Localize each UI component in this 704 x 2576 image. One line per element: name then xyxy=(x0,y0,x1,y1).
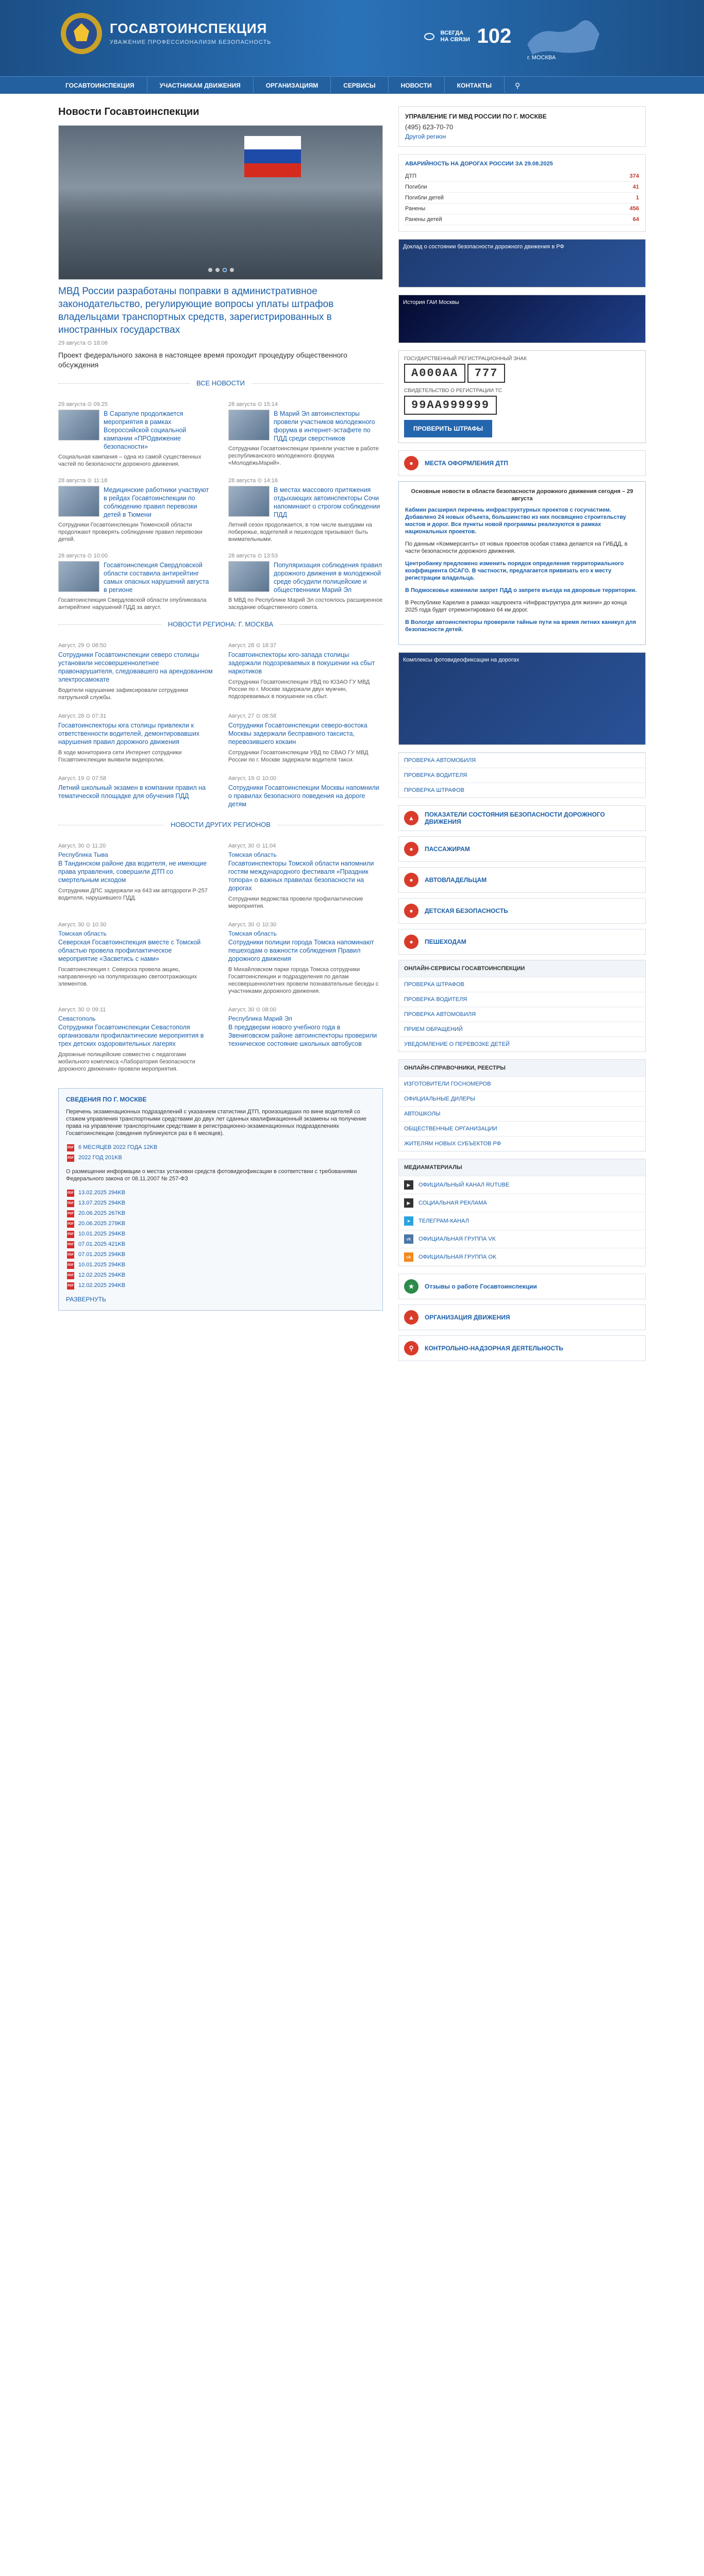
news-title-link[interactable]: Госавтоинспекторы юга столицы привлекли к ответственности водителей, демонтировавших нарушения правил дорожного движения xyxy=(58,722,200,745)
stats-box xyxy=(58,1088,383,1311)
hero-lead: Проект федерального закона в настоящее время проходит процедуру общественного обсуждения xyxy=(58,351,347,369)
reference-link[interactable]: ОФИЦИАЛЬНЫЕ ДИЛЕРЫ xyxy=(399,1091,645,1106)
accident-row: Ранены 456 xyxy=(405,204,639,214)
news-date: 28 августа ⊙ 14:16 xyxy=(228,478,278,484)
other-news-item xyxy=(58,921,213,995)
news-date: Август, 30 ⊙ 10:30 xyxy=(228,922,277,928)
news-date: 28 августа ⊙ 11:18 xyxy=(58,478,108,484)
sidebar xyxy=(398,106,646,1366)
stats-file-link[interactable]: PDF 10.01.2025 294KB xyxy=(68,1262,126,1268)
feedback-link[interactable]: ★ Отзывы о работе Госавтоинспекции xyxy=(398,1274,646,1299)
magnifier-icon: ⚲ xyxy=(404,1341,418,1355)
online-services-list xyxy=(398,960,646,1052)
accident-row: Погибли детей 1 xyxy=(405,193,639,204)
stats-file-link[interactable]: PDF 20.06.2025 279KB xyxy=(68,1221,126,1227)
expand-link[interactable]: РАЗВЕРНУТЬ xyxy=(66,1296,106,1303)
news-thumbnail[interactable] xyxy=(228,561,270,592)
other-news-item xyxy=(228,1006,383,1073)
accident-row: Погибли 41 xyxy=(405,182,639,193)
map-pin-icon: ● xyxy=(404,456,418,470)
media-title: МЕДИАМАТЕРИАЛЫ xyxy=(399,1159,645,1176)
rutube-icon: ▶ xyxy=(404,1180,413,1190)
news-date: Август, 28 ⊙ 18:37 xyxy=(228,642,277,649)
stats-file-link[interactable]: PDF 20.06.2025 267KB xyxy=(68,1210,126,1216)
photo-complex-banner[interactable]: Комплексы фотовидеофиксации на дорогах xyxy=(398,652,646,745)
slider-dots xyxy=(208,268,234,272)
hero-slider[interactable] xyxy=(58,125,383,280)
news-card xyxy=(228,401,383,468)
news-date: 28 августа ⊙ 13:53 xyxy=(228,553,278,559)
check-fines-button[interactable]: ПРОВЕРИТЬ ШТРАФЫ xyxy=(404,420,492,437)
fines-check-box xyxy=(398,350,646,443)
service-link[interactable]: ПРИЕМ ОБРАЩЕНИЙ xyxy=(399,1022,645,1037)
news-card xyxy=(58,401,213,468)
checks-list xyxy=(398,752,646,798)
slider-dot[interactable] xyxy=(208,268,212,272)
media-link-vk[interactable]: vk ОФИЦИАЛЬНАЯ ГРУППА VK xyxy=(399,1230,645,1248)
stats-text: Перечень экзаменационных подразделений с указанием статистики ДТП, произошедших по вине водителей со стажем управления транспортными средствами до двух лет сданных квалификационный экзамены на получение права на управление транспортными средствами в регистрационно-экзаменационных подразделениях Госавтоинспекции (сведения публикуются раз в 6 месяцев). xyxy=(66,1109,366,1137)
news-title-link[interactable]: Госавтоинспекторы юго-запада столицы задержали подозреваемых в покушении на сбыт наркотиков xyxy=(228,651,375,675)
video-icon: ▶ xyxy=(404,1198,413,1208)
daily-news-para: Кабмин расширил перечень инфраструктурных проектов с госучастием. Добавлено 24 новых объекта, большинство из них посвящено строительству мостов и дорог. Все пункты новой программы реализуются в рамках национальных проектов. xyxy=(405,507,626,535)
news-lead: Госавтоинспекция г. Северска провела акцию, направленную на популяризацию светоотражающих элементов. xyxy=(58,967,197,987)
pdf-icon: PDF xyxy=(67,1144,74,1151)
daily-news-title: Основные новости в области безопасности дорожного движения сегодня – 29 августа xyxy=(411,488,633,502)
references-title: ОНЛАЙН-СПРАВОЧНИКИ, РЕЕСТРЫ xyxy=(399,1060,645,1076)
news-title-link[interactable]: Северская Госавтоинспекция вместе с Томской областью провела профилактическое мероприятие «Засветись с нами» xyxy=(58,939,201,962)
service-link[interactable]: ПРОВЕРКА ВОДИТЕЛЯ xyxy=(399,992,645,1007)
news-lead: Госавтоинспекция Свердловской области опубликовала антирейтинг нарушений ПДД за август. xyxy=(58,597,207,611)
news-date: Август, 30 ⊙ 10:30 xyxy=(58,922,107,928)
child-safety-link[interactable]: ● ДЕТСКАЯ БЕЗОПАСНОСТЬ xyxy=(398,898,646,924)
accident-row: ДТП 374 xyxy=(405,171,639,182)
hotline-label-2: НА СВЯЗИ xyxy=(440,36,470,43)
news-region-link[interactable]: Томская область xyxy=(228,930,277,937)
news-card xyxy=(228,477,383,543)
stats-file-link[interactable]: PDF 2022 ГОД 201KB xyxy=(68,1155,122,1161)
plate-region-input[interactable]: 777 xyxy=(467,364,506,383)
dept-box xyxy=(398,106,646,147)
eye-icon xyxy=(424,33,434,40)
news-date: Август, 28 ⊙ 07:31 xyxy=(58,713,107,719)
telegram-icon: ➤ xyxy=(404,1216,413,1226)
region-news-item xyxy=(58,775,213,811)
news-title-link[interactable]: Летний школьный экзамен в компании правил на тематической площадке для обучения ПДД xyxy=(58,784,206,800)
stats-title: СВЕДЕНИЯ ПО Г. МОСКВЕ xyxy=(66,1096,147,1103)
plate-label: ГОСУДАРСТВЕННЫЙ РЕГИСТРАЦИОННЫЙ ЗНАК xyxy=(404,356,527,362)
reference-link[interactable]: ЖИТЕЛЯМ НОВЫХ СУБЪЕКТОВ РФ xyxy=(399,1136,645,1151)
news-date: Август, 30 ⊙ 11:20 xyxy=(58,843,106,849)
safety-indicators-link[interactable]: ▲ ПОКАЗАТЕЛИ СОСТОЯНИЯ БЕЗОПАСНОСТИ ДОРОЖНОГО ДВИЖЕНИЯ xyxy=(398,805,646,831)
search-icon[interactable]: ⚲ xyxy=(514,81,521,90)
news-region-link[interactable]: Севастополь xyxy=(58,1015,96,1022)
news-date: 28 августа ⊙ 10:00 xyxy=(58,553,108,559)
news-thumbnail[interactable] xyxy=(58,486,99,517)
passengers-link[interactable]: ● ПАССАЖИРАМ xyxy=(398,836,646,862)
region-name[interactable]: г. МОСКВА xyxy=(527,55,556,61)
nav-item-services[interactable]: СЕРВИСЫ xyxy=(331,77,388,94)
stats-file-link[interactable]: PDF 07.01.2025 421KB xyxy=(68,1241,126,1247)
car-icon: ● xyxy=(404,873,418,887)
stats-file-link[interactable]: PDF 13.07.2025 294KB xyxy=(68,1200,126,1206)
news-lead: Сотрудники ДПС задержали на 643 км автодороги Р-257 водителя, нарушившего ПДД. xyxy=(58,888,208,901)
news-thumbnail[interactable] xyxy=(228,486,270,517)
media-link-ads[interactable]: ▶ СОЦИАЛЬНАЯ РЕКЛАМА xyxy=(399,1194,645,1212)
news-title-link[interactable]: Сотрудники Госавтоинспекции Севастополя организовали профилактические мероприятия в трех детских оздоровительных лагерях xyxy=(58,1024,204,1047)
region-news-item xyxy=(228,713,383,764)
slider-dot[interactable] xyxy=(230,268,234,272)
news-lead: Сотрудники Госавтоинспекции Тюменской области продолжают проверять соблюдение правил перевозки детей. xyxy=(58,522,203,543)
other-news-item xyxy=(228,842,383,910)
news-title-link[interactable]: Сотрудники Госавтоинспекции Москвы напомнили о правилах безопасного поведения на дороге детям xyxy=(228,784,379,808)
news-lead: В МВД по Республике Марий Эл состоялось расширенное заседание общественного совета. xyxy=(228,597,383,611)
news-date: Август, 30 ⊙ 09:11 xyxy=(58,1007,106,1013)
news-card xyxy=(228,552,383,611)
other-news-item xyxy=(58,842,213,910)
news-thumbnail[interactable] xyxy=(58,410,99,440)
flag-image xyxy=(244,136,301,177)
stats-file-link[interactable]: PDF 07.01.2025 294KB xyxy=(68,1251,126,1258)
stats-file-link[interactable]: PDF 12.02.2025 294KB xyxy=(68,1282,126,1289)
service-link[interactable]: УВЕДОМЛЕНИЕ О ПЕРЕВОЗКЕ ДЕТЕЙ xyxy=(399,1037,645,1052)
other-news-item xyxy=(58,1006,213,1073)
dept-phone: (495) 623-70-70 xyxy=(405,123,454,131)
news-date: 29 августа ⊙ 09:25 xyxy=(58,401,108,408)
online-services-title: ОНЛАЙН-СЕРВИСЫ ГОСАВТОИНСПЕКЦИИ xyxy=(399,960,645,977)
pdf-icon: PDF xyxy=(67,1272,74,1279)
daily-news-para: В Республике Карелия в рамках нацпроекта «Инфраструктура для жизни» до конца 2025 года будет отремонтировано 64 км дорог. xyxy=(405,600,627,613)
news-lead: Социальная кампания – одна из самой существенных частей по безопасности дорожного движения. xyxy=(58,454,202,467)
hotline[interactable] xyxy=(424,25,511,48)
accident-row: Ранены детей 64 xyxy=(405,214,639,225)
plate-input[interactable]: А000АА xyxy=(404,364,465,383)
pdf-icon: PDF xyxy=(67,1251,74,1259)
cert-label: СВИДЕТЕЛЬСТВО О РЕГИСТРАЦИИ ТС xyxy=(404,388,502,394)
pdf-icon: PDF xyxy=(67,1210,74,1217)
news-region-link[interactable]: Томская область xyxy=(228,851,277,858)
region-news-title[interactable]: НОВОСТИ РЕГИОНА: Г. МОСКВА xyxy=(162,620,279,628)
news-card xyxy=(58,477,213,543)
news-date: Август, 19 ⊙ 10:00 xyxy=(228,775,277,782)
page-title: Новости Госавтоинспекции xyxy=(58,106,199,117)
all-news-link[interactable]: ВСЕ НОВОСТИ xyxy=(190,379,251,387)
news-lead: В ходе мониторинга сети Интернет сотрудники Госавтоинспекции выявили видеоролик. xyxy=(58,750,182,763)
site-header xyxy=(0,0,704,76)
hero-date: 29 августа ⊙ 18:06 xyxy=(58,340,108,346)
reference-link[interactable]: ОБЩЕСТВЕННЫЕ ОРГАНИЗАЦИИ xyxy=(399,1121,645,1136)
news-title-link[interactable]: Госавтоинспекция Свердловской области составила антирейтинг самых опасных нарушений августа в регионе xyxy=(104,562,209,594)
check-driver-link[interactable]: ПРОВЕРКА ВОДИТЕЛЯ xyxy=(399,768,645,783)
main-column xyxy=(58,106,383,1311)
pdf-icon: PDF xyxy=(67,1200,74,1207)
hotline-label-1: ВСЕГДА xyxy=(440,29,464,36)
check-fines-link[interactable]: ПРОВЕРКА ШТРАФОВ xyxy=(399,783,645,798)
news-thumbnail[interactable] xyxy=(228,410,270,440)
news-lead: Дорожные полицейские совместно с педагогами мобильного комплекса «Лаборатория безопасности дорожного движения» провели мероприятия. xyxy=(58,1052,195,1072)
references-list xyxy=(398,1059,646,1151)
media-list xyxy=(398,1159,646,1266)
site-title[interactable]: ГОСАВТОИНСПЕКЦИЯ xyxy=(110,21,267,36)
ok-icon: ok xyxy=(404,1252,413,1262)
news-lead: В Михайловском парке города Томска сотрудники Госавтоинспекции и подразделения по делам несовершеннолетних провели познавательные беседы с участниками дорожного движения. xyxy=(228,967,379,994)
news-region-link[interactable]: Республика Тыва xyxy=(58,851,108,858)
region-news-item xyxy=(58,642,213,701)
media-link-ok[interactable]: ok ОФИЦИАЛЬНАЯ ГРУППА OK xyxy=(399,1248,645,1266)
cone-icon: ▲ xyxy=(404,1310,418,1325)
history-banner[interactable]: История ГАИ Москвы xyxy=(398,295,646,343)
nav-item-participants[interactable]: УЧАСТНИКАМ ДВИЖЕНИЯ xyxy=(147,77,254,94)
accidents-title: АВАРИЙНОСТЬ НА ДОРОГАХ РОССИИ ЗА 29.08.2025 xyxy=(405,161,553,167)
main-nav xyxy=(0,76,704,94)
stats-file-link[interactable]: PDF 6 МЕСЯЦЕВ 2022 ГОДА 12KB xyxy=(68,1144,158,1150)
news-lead: Летний сезон продолжается, в том числе выездами на побережье, водителей и пешеходов призывают быть внимательными. xyxy=(228,522,372,543)
reference-link[interactable]: ИЗГОТОВИТЕЛИ ГОСНОМЕРОВ xyxy=(399,1076,645,1091)
pdf-icon: PDF xyxy=(67,1221,74,1228)
pedestrians-link[interactable]: ● ПЕШЕХОДАМ xyxy=(398,929,646,955)
pdf-icon: PDF xyxy=(67,1262,74,1269)
news-date: Август, 29 ⊙ 08:50 xyxy=(58,642,107,649)
slider-dot[interactable] xyxy=(223,268,227,272)
news-region-link[interactable]: Республика Марий Эл xyxy=(228,1015,292,1022)
other-news-title[interactable]: НОВОСТИ ДРУГИХ РЕГИОНОВ xyxy=(164,821,277,828)
stats-file-link[interactable]: PDF 10.01.2025 294KB xyxy=(68,1231,126,1237)
reference-link[interactable]: АВТОШКОЛЫ xyxy=(399,1106,645,1121)
pedestrian-icon: ● xyxy=(404,935,418,949)
pdf-icon: PDF xyxy=(67,1282,74,1290)
cert-input[interactable]: 99АА999999 xyxy=(404,396,497,415)
emblem-icon: ★ xyxy=(404,1279,418,1294)
news-date: Август, 27 ⊙ 08:58 xyxy=(228,713,277,719)
pdf-icon: PDF xyxy=(67,1190,74,1197)
emblem-logo-icon[interactable] xyxy=(58,10,105,57)
news-title-link[interactable]: Сотрудники полиции города Томска напоминают пешеходам о важности соблюдения Правил дорожного движения xyxy=(228,939,374,962)
news-title-link[interactable]: Популяризация соблюдения правил дорожного движения в молодежной среде обсудили полицейские и общественники Марий Эл xyxy=(274,562,382,594)
daily-news-para: По данным «Коммерсантъ» от новых проектов особая ставка делается на ГИБДД, в части безопасности дорожного движения. xyxy=(405,541,628,554)
child-icon: ● xyxy=(404,904,418,918)
dept-title[interactable]: УПРАВЛЕНИЕ ГИ МВД РОССИИ ПО Г. МОСКВЕ xyxy=(405,113,547,120)
daily-news-box xyxy=(398,481,646,645)
pdf-icon: PDF xyxy=(67,1155,74,1162)
other-news-grid xyxy=(58,842,383,1073)
dtp-places-link[interactable]: ● МЕСТА ОФОРМЛЕНИЯ ДТП xyxy=(398,450,646,476)
news-title-link[interactable]: Сотрудники Госавтоинспекции северо столицы установили несовершеннолетнее правонарушителя, следовавшего на арендованном электросамокате xyxy=(58,651,213,683)
news-title-link[interactable]: Госавтоинспекторы Томской области напомнили гостям международного фестиваля «Праздник топора» о важных правилах безопасности на дорогах xyxy=(228,860,374,892)
pdf-icon: PDF xyxy=(67,1241,74,1248)
news-date: Август, 30 ⊙ 08:00 xyxy=(228,1007,277,1013)
check-car-link[interactable]: ПРОВЕРКА АВТОМОБИЛЯ xyxy=(399,753,645,768)
stats-file-link[interactable]: PDF 13.02.2025 294KB xyxy=(68,1190,126,1196)
news-lead: Сотрудники ведомства провели профилактические мероприятия. xyxy=(228,896,363,909)
news-thumbnail[interactable] xyxy=(58,561,99,592)
stats-text-2: О размещении информации о местах установки средств фотовидеофиксации в соответствии с требованиями Федерального закона от 08.11.2007 № 257-ФЗ xyxy=(66,1168,357,1182)
nav-item-news[interactable]: НОВОСТИ xyxy=(389,77,445,94)
news-grid xyxy=(58,401,383,611)
media-link-telegram[interactable]: ➤ ТЕЛЕГРАМ-КАНАЛ xyxy=(399,1212,645,1230)
nav-item-contacts[interactable]: КОНТАКТЫ xyxy=(445,77,505,94)
news-lead: Сотрудники Госавтоинспекции УВД по ЮЗАО ГУ МВД России по г. Москве задержали двух мужчин, подозреваемых в покушении на сбыт. xyxy=(228,679,370,700)
car-owners-link[interactable]: ● АВТОВЛАДЕЛЬЦАМ xyxy=(398,867,646,893)
news-region-link[interactable]: Томская область xyxy=(58,930,107,937)
media-link-rutube[interactable]: ▶ ОФИЦИАЛЬНЫЙ КАНАЛ RUTUBE xyxy=(399,1176,645,1194)
region-news-item xyxy=(228,775,383,811)
bus-icon: ● xyxy=(404,842,418,856)
vk-icon: vk xyxy=(404,1234,413,1244)
hero-caption-link[interactable]: МВД России разработаны поправки в административное законодательство, регулирующие вопросы уплаты штрафов владельцами транспортных средств, зарегистрированных в иностранных государствах xyxy=(58,286,334,335)
news-lead: Водители нарушение зафиксировали сотрудники патрульной службы. xyxy=(58,687,188,701)
region-news-item xyxy=(58,713,213,764)
daily-news-para: Центробанку предложено изменить порядок определения территориального коэффициента ОСАГО. В частности, предлагается привязать его к месту регистрации владельца. xyxy=(405,561,624,581)
news-title-link[interactable]: В Марий Эл автоинспекторы провели участников молодежного форума в интернет-эстафете по ПДД среди сверстников xyxy=(274,410,375,442)
news-title-link[interactable]: Медицинские работники участвуют в рейдах Госавтоинспекции по соблюдению правил перевозки детей в Тюмени xyxy=(104,486,209,518)
daily-news-para: В Вологде автоинспекторы проверили тайные пути на время летних каникул для безопасности детей. xyxy=(405,619,636,633)
nav-item-gosavto[interactable]: ГОСАВТОИНСПЕКЦИЯ xyxy=(53,77,147,94)
other-region-link[interactable]: Другой регион xyxy=(405,133,446,140)
news-lead: Сотрудники Госавтоинспекции приняли участие в работе республиканского молодежного форума «МолодёжьМарий». xyxy=(228,446,379,466)
hotline-number: 102 xyxy=(477,25,512,47)
news-title-link[interactable]: В Сарапуле продолжается мероприятия в рамках Всероссийской социальной кампании «ПРОдвижение безопасности» xyxy=(104,410,187,450)
control-activity-link[interactable]: ⚲ КОНТРОЛЬНО-НАДЗОРНАЯ ДЕЯТЕЛЬНОСТЬ xyxy=(398,1335,646,1361)
news-title-link[interactable]: В преддверии нового учебного года в Звениговском районе автоинспекторы проверили техническое состояние школьных автобусов xyxy=(228,1024,377,1047)
traffic-organization-link[interactable]: ▲ ОРГАНИЗАЦИЯ ДВИЖЕНИЯ xyxy=(398,1304,646,1330)
slider-dot[interactable] xyxy=(215,268,220,272)
news-title-link[interactable]: Сотрудники Госавтоинспекции северо-востока Москвы задержали бесправного таксиста, перевозившего кокаин xyxy=(228,722,367,745)
report-banner[interactable]: Доклад о состоянии безопасности дорожного движения в РФ xyxy=(398,239,646,287)
region-news-item xyxy=(228,642,383,701)
news-date: Август, 30 ⊙ 11:04 xyxy=(228,843,276,849)
news-date: Август, 19 ⊙ 07:58 xyxy=(58,775,107,782)
news-title-link[interactable]: В Тандинском районе два водителя, не имеющие права управления, совершили ДТП со смертельным исходом xyxy=(58,860,207,884)
news-card xyxy=(58,552,213,611)
nav-item-organizations[interactable]: ОРГАНИЗАЦИЯМ xyxy=(254,77,331,94)
stats-file-link[interactable]: PDF 12.02.2025 294KB xyxy=(68,1272,126,1278)
accidents-box xyxy=(398,154,646,232)
site-subtitle: УВАЖЕНИЕ ПРОФЕССИОНАЛИЗМ БЕЗОПАСНОСТЬ xyxy=(110,39,272,45)
news-lead: Сотрудники Госавтоинспекции УВД по СВАО ГУ МВД России по г. Москве задержали водителя такси. xyxy=(228,750,368,763)
other-news-item xyxy=(228,921,383,995)
chart-icon: ▲ xyxy=(404,811,418,825)
region-news-grid xyxy=(58,642,383,811)
service-link[interactable]: ПРОВЕРКА АВТОМОБИЛЯ xyxy=(399,1007,645,1022)
service-link[interactable]: ПРОВЕРКА ШТРАФОВ xyxy=(399,977,645,992)
daily-news-para: В Подмосковье изменили запрет ПДД о запрете въезда на дворовые территории. xyxy=(405,587,637,594)
news-date: 28 августа ⊙ 15:14 xyxy=(228,401,278,408)
news-title-link[interactable]: В местах массового притяжения отдыхающих автоинспекторы Сочи напоминают о строгом соблюдении ПДД xyxy=(274,486,380,518)
pdf-icon: PDF xyxy=(67,1231,74,1238)
